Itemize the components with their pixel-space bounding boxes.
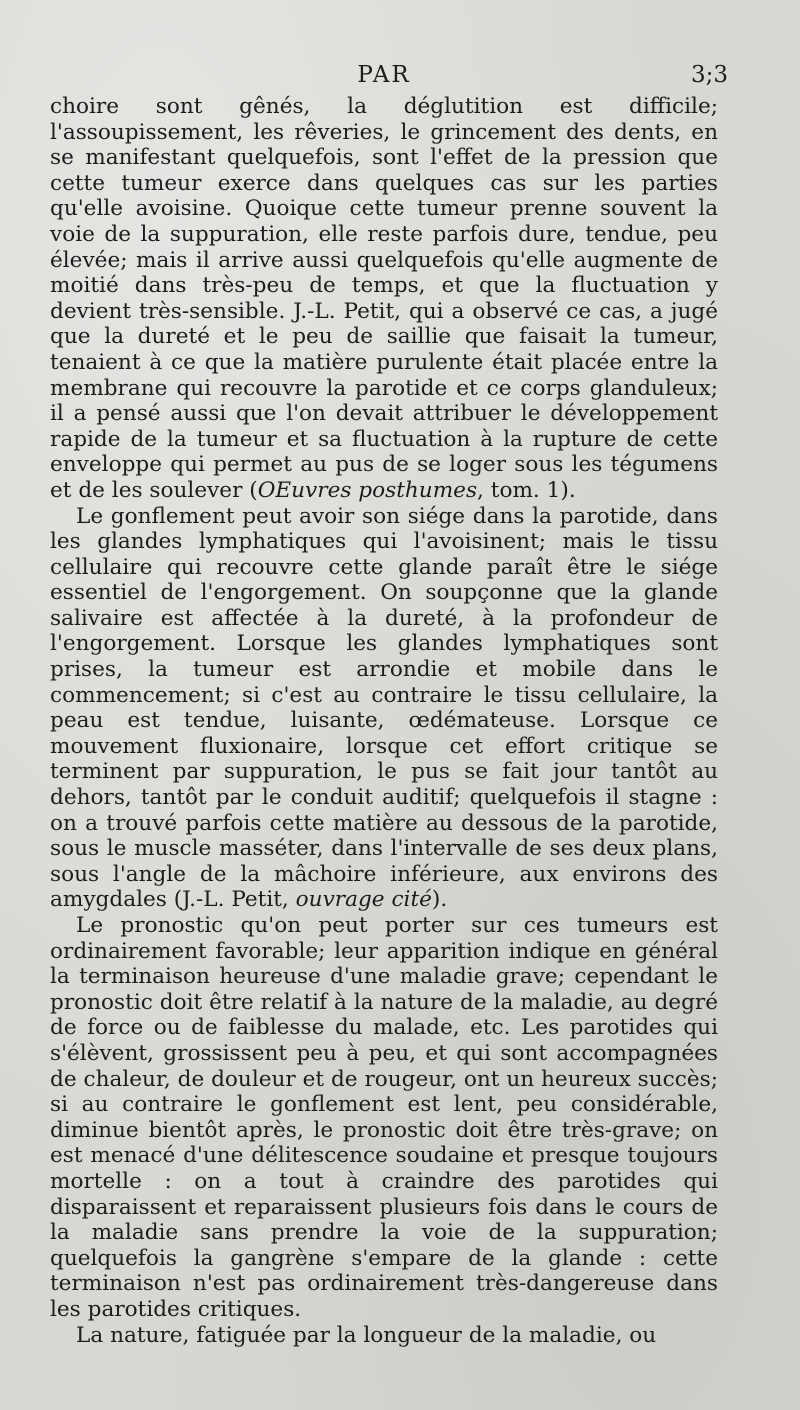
paragraph-4	[50, 1323, 718, 1349]
paragraph-1	[50, 94, 718, 504]
paragraph-2	[50, 504, 718, 914]
running-head: PAR	[357, 62, 411, 88]
paragraph-1-text: choire sont gênés, la déglutition est difficile; l'assoupissement, les rêveries, le grincement des dents, en se manifestant quelquefois, sont l'effet de la pression que cette tumeur exerce dans quelques cas sur les parties qu'elle avoisine. Quoique cette tumeur prenne souvent la voie de la suppuration, elle reste parfois dure, tendue, peu élevée; mais il arrive aussi quelquefois qu'elle augmente de moitié dans très-peu de temps, et que la fluctuation y devient très-sensible. J.-L. Petit, qui a observé ce cas, a jugé que la dureté et le peu de saillie que faisait la tumeur, tenaient à ce que la matière purulente était placée entre la membrane qui recouvre la parotide et ce corps glanduleux; il a pensé aussi que l'on devait attribuer le développement rapide de la tumeur et sa fluctuation à la rupture de cette enveloppe qui permet au pus de se loger sous les tégumens et de les soulever (	[50, 94, 718, 503]
paragraph-2-tail: ).	[431, 887, 448, 913]
page-number: 3;3	[690, 62, 728, 88]
page-header	[50, 58, 728, 94]
body-text	[50, 94, 718, 1348]
paragraph-1-tail: , tom. 1).	[477, 477, 576, 503]
paragraph-1-reference: OEuvres posthumes	[257, 477, 478, 503]
book-page	[50, 58, 728, 1348]
paragraph-3-text: Le pronostic qu'on peut porter sur ces tumeurs est ordinairement favorable; leur apparition indique en général la terminaison heureuse d'une maladie grave; cependant le pronostic doit être relatif à la nature de la maladie, au degré de force ou de faiblesse du malade, etc. Les parotides qui s'élèvent, grossissent peu à peu, et qui sont accompagnées de chaleur, de douleur et de rougeur, ont un heureux succès; si au contraire le gonflement est lent, peu considérable, diminue bientôt après, le pronostic doit être très-grave; on est menacé d'une délitescence soudaine et presque toujours mortelle : on a tout à craindre des parotides qui disparaissent et reparaissent plusieurs fois dans le cours de la maladie sans prendre la voie de la suppuration; quelquefois la gangrène s'empare de la glande : cette terminaison n'est pas ordinairement très-dangereuse dans les parotides critiques.	[50, 913, 718, 1322]
paragraph-4-text: La nature, fatiguée par la longueur de la maladie, ou	[76, 1322, 657, 1348]
paragraph-3	[50, 913, 718, 1323]
paragraph-2-text: Le gonflement peut avoir son siége dans la parotide, dans les glandes lymphatiques qui l'avoisinent; mais le tissu cellulaire qui recouvre cette glande paraît être le siége essentiel de l'engorgement. On soupçonne que la glande salivaire est affectée à la dureté, à la profondeur de l'engorgement. Lorsque les glandes lymphatiques sont prises, la tumeur est arrondie et mobile dans le commencement; si c'est au contraire le tissu cellulaire, la peau est tendue, luisante, œdémateuse. Lorsque ce mouvement fluxionaire, lorsque cet effort critique se terminent par suppuration, le pus se fait jour tantôt au dehors, tantôt par le conduit auditif; quelquefois il stagne : on a trouvé parfois cette matière au dessous de la parotide, sous le muscle masséter, dans l'intervalle de ses deux plans, sous l'angle de la mâchoire inférieure, aux environs des amygdales (J.-L. Petit,	[50, 503, 718, 913]
paragraph-2-reference: ouvrage cité	[295, 887, 432, 913]
